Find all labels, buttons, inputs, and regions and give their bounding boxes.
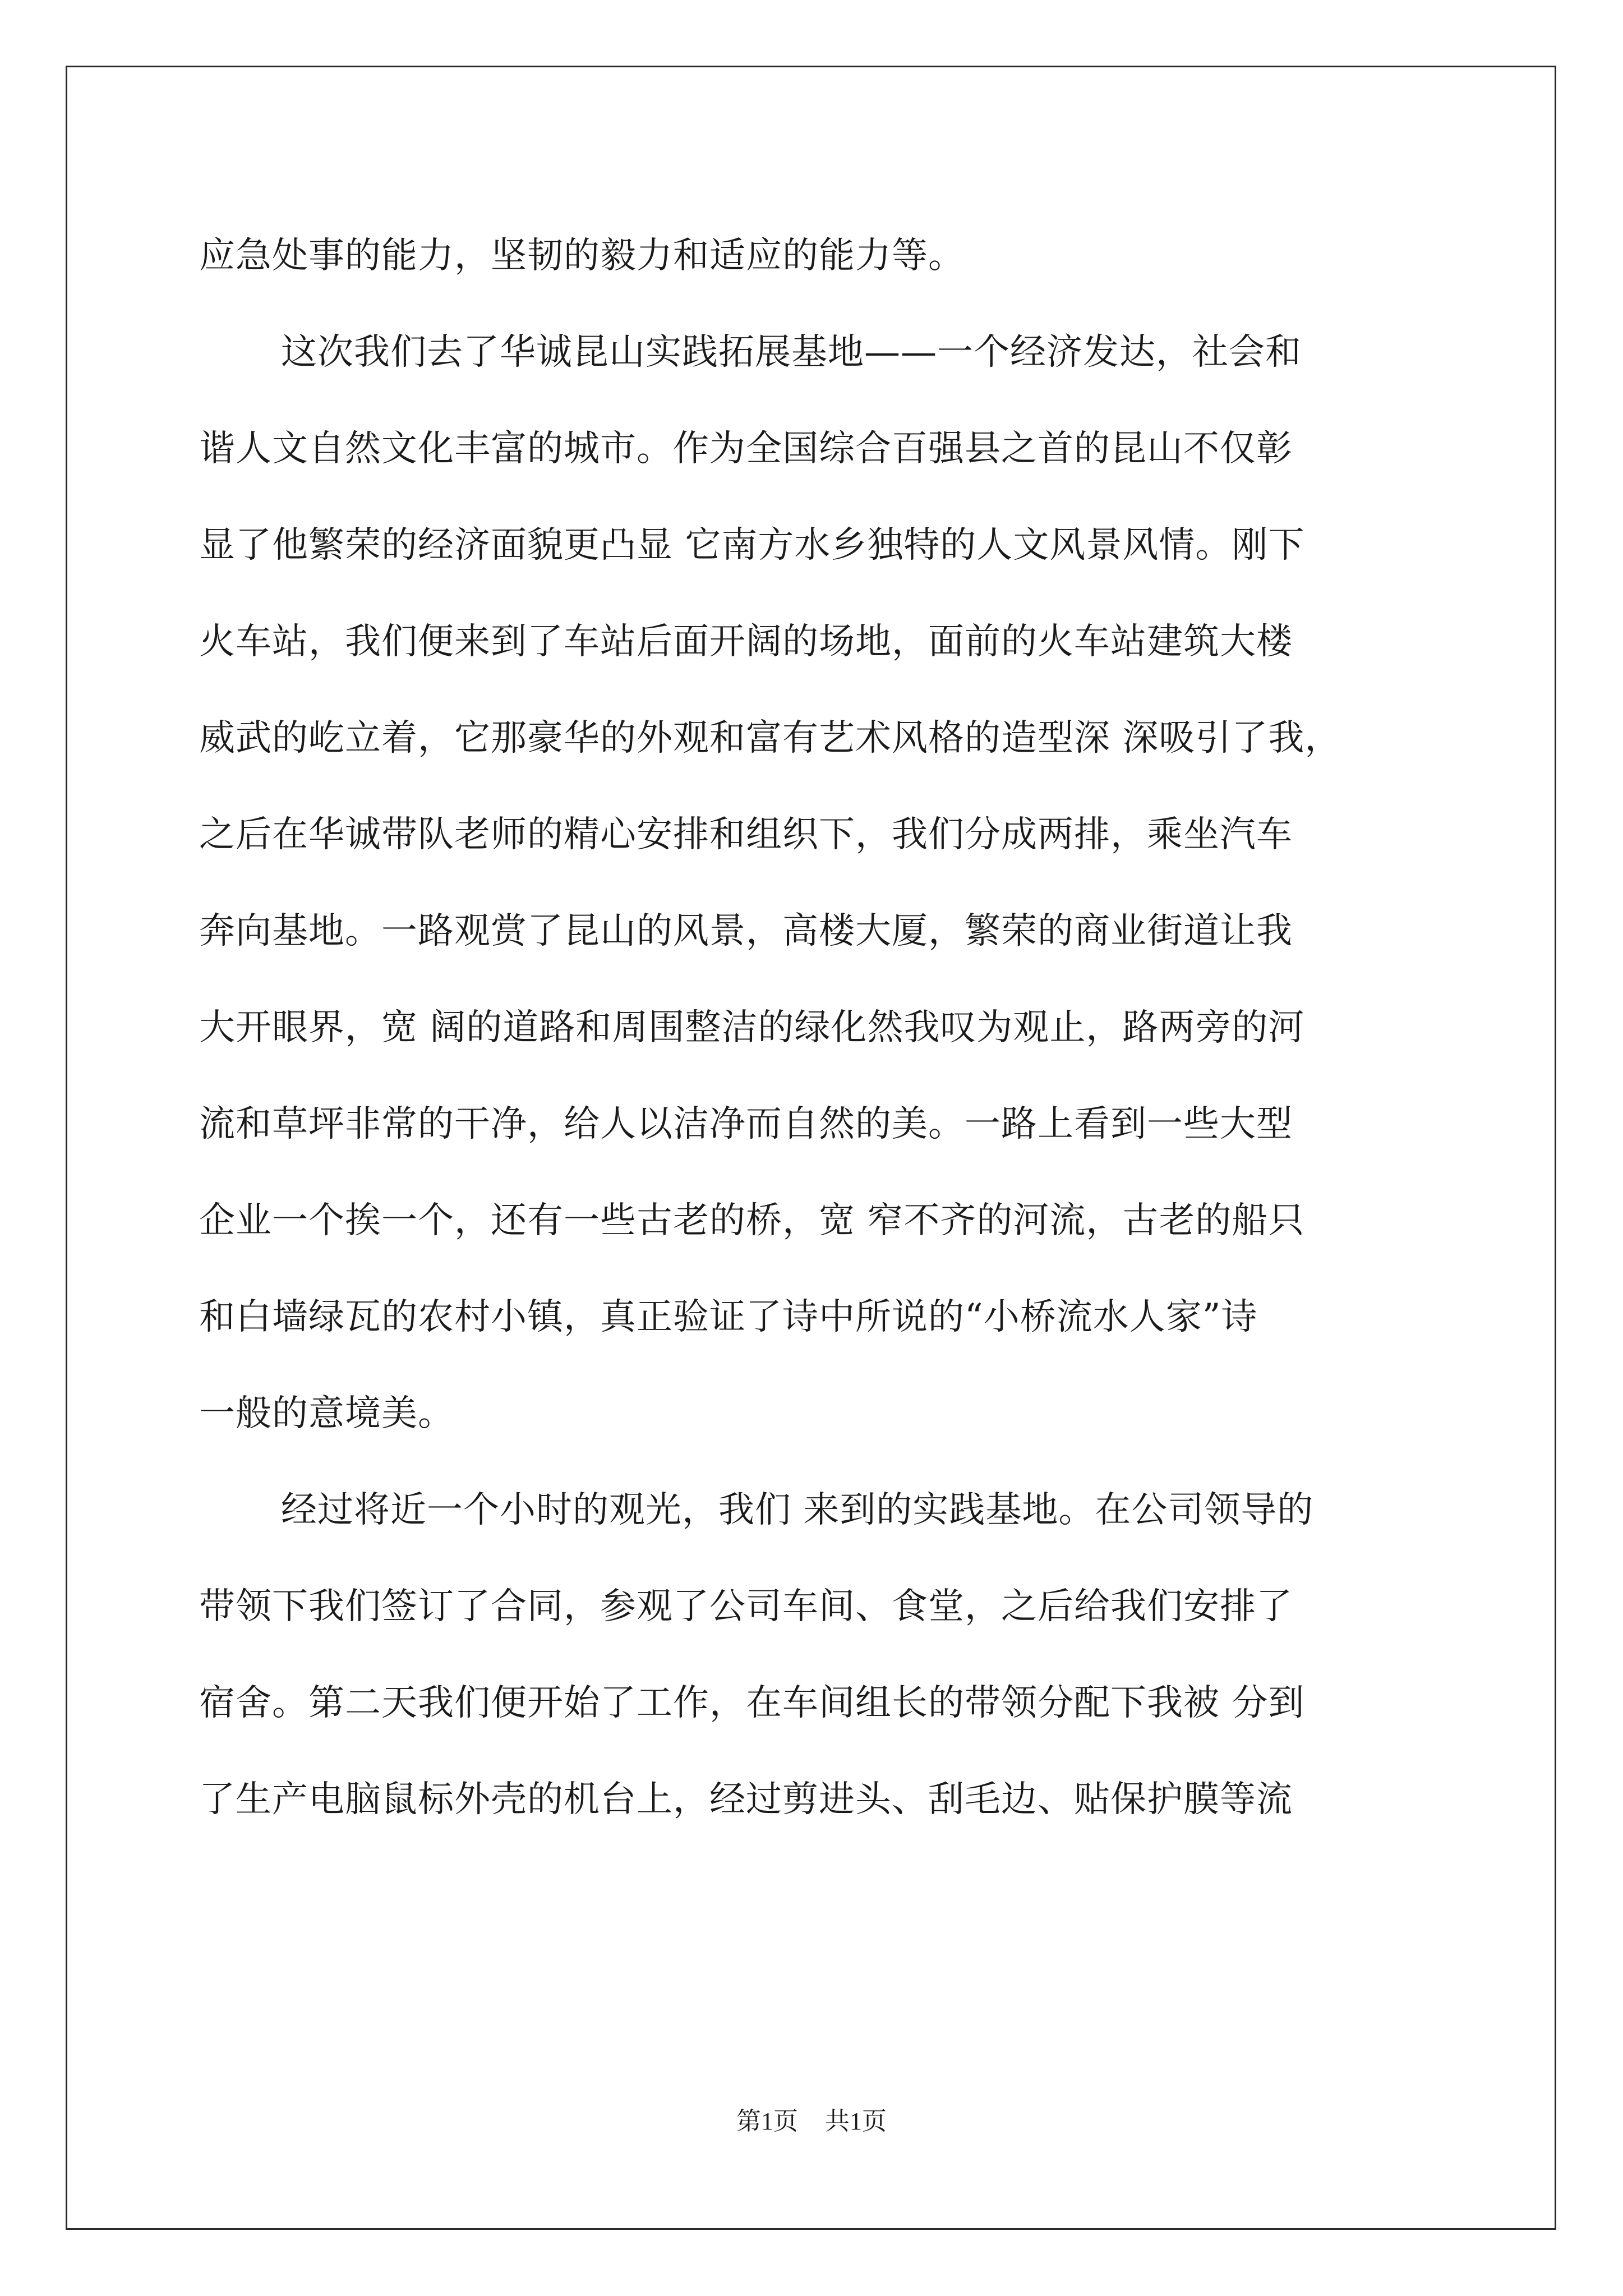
- document-body: [199, 208, 1427, 1848]
- text-line: 火车站，我们便来到了车站后面开阔的场地，面前的火车站建筑大楼: [199, 621, 1293, 662]
- page-total: 共1页: [825, 2108, 887, 2135]
- text-line: 之后在华诚带队老师的精心安排和组织下，我们分成两排，乘坐汽车: [199, 814, 1293, 855]
- text-line: 这次我们去了华诚昆山实践拓展基地——一个经济发达，社会和: [281, 332, 1302, 373]
- text-line: 大开眼界，宽 阔的道路和周围整洁的绿化然我叹为观止，路两旁的河: [199, 1007, 1305, 1048]
- text-line: 带领下我们签订了合同，参观了公司车间、食堂，之后给我们安排了: [199, 1586, 1293, 1627]
- text-line: 了生产电脑鼠标外壳的机台上，经过剪进头、刮毛边、贴保护膜等流: [199, 1779, 1293, 1820]
- text-line: 企业一个挨一个，还有一些古老的桥，宽 窄不齐的河流，古老的船只: [199, 1200, 1305, 1241]
- text-line: 奔向基地。一路观赏了昆山的风景，高楼大厦，繁荣的商业街道让我: [199, 910, 1293, 952]
- text-line: 一般的意境美。: [199, 1393, 454, 1434]
- text-line: 和白墙绿瓦的农村小镇，真正验证了诗中所说的“小桥流水人家”诗: [199, 1296, 1258, 1338]
- page-footer: [0, 2101, 1623, 2137]
- text-line: 显了他繁荣的经济面貌更凸显 它南方水乡独特的人文风景风情。刚下: [199, 524, 1305, 566]
- page-number: 第1页: [736, 2108, 798, 2135]
- text-line: 威武的屹立着，它那豪华的外观和富有艺术风格的造型深 深吸引了我，: [199, 717, 1341, 759]
- text-line: 宿舍。第二天我们便开始了工作，在车间组长的带领分配下我被 分到: [199, 1682, 1305, 1724]
- text-line: 应急处事的能力，坚韧的毅力和适应的能力等。: [199, 235, 965, 277]
- text-line: 流和草坪非常的干净，给人以洁净而自然的美。一路上看到一些大型: [199, 1103, 1293, 1145]
- text-line: 谐人文自然文化丰富的城市。作为全国综合百强县之首的昆山不仅彰: [199, 428, 1293, 470]
- text-line: 经过将近一个小时的观光，我们 来到的实践基地。在公司领导的: [281, 1489, 1314, 1531]
